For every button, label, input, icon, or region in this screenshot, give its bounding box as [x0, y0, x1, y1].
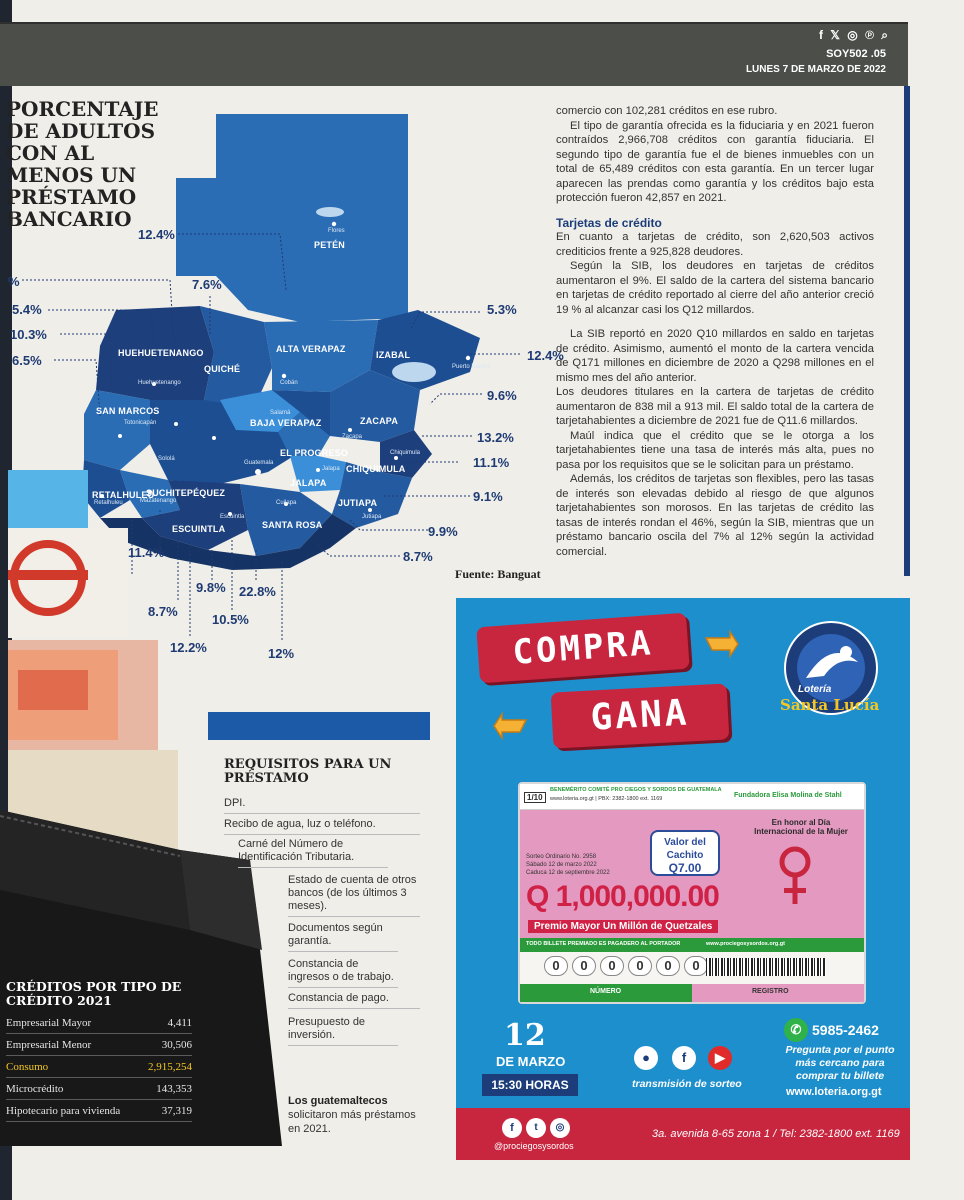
- city-label: Salamá: [270, 410, 291, 416]
- arrow-icon: [492, 710, 532, 750]
- city-label: Cobán: [280, 380, 298, 386]
- pct-label: 10.5%: [212, 612, 249, 627]
- city-label: Escuintla: [220, 514, 245, 520]
- logo-line1: Lotería: [798, 684, 832, 695]
- requirement-item: Carné del Número de Identificación Tributaria.: [238, 838, 388, 868]
- logo-line2: Santa Lucía: [780, 696, 880, 714]
- ticket-registro-label: REGISTRO: [752, 988, 789, 995]
- pct-label: 9.6%: [487, 388, 517, 403]
- dept-label-escuintla: ESCUINTLA: [172, 524, 226, 534]
- whatsapp-icon[interactable]: ✆: [784, 1018, 808, 1042]
- twitter-icon[interactable]: t: [526, 1118, 546, 1138]
- credits-row-label: Empresarial Menor: [6, 1039, 92, 1051]
- ticket-prize-subtitle: Premio Mayor Un Millón de Quetzales: [528, 920, 718, 933]
- city-label: Flores: [328, 228, 345, 234]
- credits-row-value: 37,319: [161, 1105, 192, 1117]
- pct-label: 9.9%: [428, 524, 458, 539]
- ticket-digit: 0: [656, 956, 680, 976]
- transmission-label: transmisión de sorteo: [632, 1078, 742, 1090]
- ticket-green-strip: [520, 938, 864, 952]
- article-paragraph: En cuanto a tarjetas de crédito, son 2,620,503 activos crediticios frente a 925,828 deudores.: [556, 231, 874, 258]
- ad-website[interactable]: www.loteria.org.gt: [786, 1086, 882, 1098]
- map-source: Fuente: Banguat: [455, 567, 541, 581]
- instagram-icon[interactable]: ◎: [550, 1118, 570, 1138]
- ticket-bottom-band: [520, 984, 864, 1002]
- ticket-digit: 0: [684, 956, 708, 976]
- facebook-icon[interactable]: f: [502, 1118, 522, 1138]
- credits-row-highlight: [6, 1056, 192, 1078]
- pct-label: 6.5%: [12, 353, 42, 368]
- ticket-number-digits: [544, 956, 708, 976]
- credits-row: [6, 1012, 192, 1034]
- requirement-item: Presupuesto de inversión.: [288, 1016, 398, 1046]
- ticket-price-box: [650, 830, 720, 876]
- city-label: Guatemala: [244, 460, 274, 466]
- article-paragraph: La SIB reportó en 2020 Q10 millardos en saldo en tarjetas de crédito. Asimismo, aumentó el monto de la cartera vencida de Q171 millones en diciembre de 2020 a Q298 millones en el mismo mes del año anterior.: [556, 328, 874, 384]
- credits-row-label: Hipotecario para vivienda: [6, 1105, 121, 1117]
- pct-label: 13.2%: [477, 430, 514, 445]
- pct-label: 5.3%: [487, 302, 517, 317]
- article-paragraph: Además, los créditos de tarjetas son flexibles, pero las tasas de interés son elevadas debido al riesgo de que algunos tarjetahabientes son morosos. En las tarjetas de crédito las tasas de interés rondan el 46%, según la SIB, mientras que un préstamo bancario oscila del 7% al 12% según la actividad comercial.: [556, 473, 874, 558]
- requirement-item: Documentos según garantía.: [288, 922, 398, 952]
- city-label: Cuilapa: [276, 500, 297, 506]
- lake-peten-itza: [316, 207, 344, 217]
- pct-label: 12.4%: [138, 227, 175, 242]
- pct-label: 12.2%: [170, 640, 207, 655]
- lottery-ticket: [518, 782, 866, 1004]
- gana-banner: [551, 683, 730, 748]
- pct-label: 11.4%: [128, 545, 165, 560]
- pct-label: 8.7%: [148, 604, 178, 619]
- dept-label-jutiapa: JUTIAPA: [338, 498, 378, 508]
- caption-bold: Los guatemaltecos: [288, 1095, 388, 1107]
- requirement-item: DPI.: [224, 797, 420, 814]
- gana-text: GANA: [589, 692, 691, 739]
- social-icons: f 𝕏 ◎ ℗ ⌕: [818, 28, 890, 42]
- lottery-ad: [456, 598, 910, 1160]
- pct-label: 5.4%: [12, 302, 42, 317]
- city-label: Totonicapán: [124, 420, 157, 426]
- requirement-item: Estado de cuenta de otros bancos (de los últimos 3 meses).: [288, 874, 420, 917]
- city-label: Retalhuleu: [94, 500, 123, 506]
- facebook-icon[interactable]: f: [672, 1046, 696, 1070]
- dept-label-izabal: IZABAL: [376, 350, 411, 360]
- dept-label-alta-verapaz: ALTA VERAPAZ: [276, 344, 346, 354]
- ticket-honor: En honor al Día Internacional de la Mujer: [754, 818, 848, 836]
- credits-row-value: 143,353: [156, 1083, 192, 1095]
- city-label: Jalapa: [322, 466, 340, 472]
- section-label: SOY502 .05: [826, 48, 886, 60]
- credits-row-value: 2,915,254: [148, 1061, 192, 1073]
- pct-label: 9.1%: [473, 489, 503, 504]
- ticket-digit: 0: [628, 956, 652, 976]
- lake-izabal: [392, 362, 436, 382]
- article-subheading: Tarjetas de crédito: [556, 215, 662, 230]
- city-label: Chiquimula: [390, 450, 421, 456]
- ticket-price-amount: Q7.00: [668, 861, 702, 875]
- dept-label-el-progreso: EL PROGRESO: [280, 448, 349, 458]
- ticket-payable: TODO BILLETE PREMIADO ES PAGADERO AL PORTADOR: [526, 941, 681, 947]
- right-accent-rule: [904, 86, 910, 576]
- dept-label-santa-rosa: SANTA ROSA: [262, 520, 323, 530]
- article-paragraph: Maúl indica que el crédito que se le otorga a los tarjetahabientes tiene una tasa de interés más alta, pues no pasa por los requisitos que se le solicitan para un préstamo.: [556, 429, 874, 471]
- page-header-bar: [0, 22, 908, 86]
- map-title: PORCENTAJE DE ADULTOS CON AL MENOS UN PRÉSTAMO BANCARIO: [6, 97, 159, 231]
- credits-row-label: Consumo: [6, 1061, 49, 1073]
- whatsapp-number[interactable]: 5985-2462: [812, 1022, 879, 1038]
- pct-label: 9.8%: [196, 580, 226, 595]
- dept-label-baja-verapaz: BAJA VERAPAZ: [250, 418, 322, 428]
- credits-row-value: 4,411: [167, 1017, 192, 1029]
- requirement-item: Constancia de ingresos o de trabajo.: [288, 958, 398, 988]
- credits-row: [6, 1100, 192, 1122]
- microphone-icon[interactable]: ●: [634, 1046, 658, 1070]
- female-symbol-icon: [778, 844, 812, 910]
- pct-label: 22.8%: [239, 584, 276, 599]
- ad-address: 3a. avenida 8-65 zona 1 / Tel: 2382-1800 ext. 1169: [652, 1128, 900, 1140]
- ticket-foundation: Fundadora Elisa Molina de Stahl: [734, 792, 842, 799]
- ticket-barcode: [706, 958, 826, 976]
- pct-label: 10.3%: [10, 327, 47, 342]
- ticket-fraction: 1/10: [524, 792, 546, 803]
- dept-san-marcos: [84, 390, 150, 470]
- dept-label-huehuetenango: HUEHUETENANGO: [118, 348, 204, 358]
- ticket-price-label: Valor del Cachito: [664, 837, 706, 861]
- pct-label: 7.6%: [192, 277, 222, 292]
- city-label: Jutiapa: [362, 514, 382, 520]
- dept-label-quiche: QUICHÉ: [204, 364, 241, 374]
- ticket-sorteo: Sorteo Ordinario No. 2958: [526, 854, 597, 860]
- ticket-digit: 0: [544, 956, 568, 976]
- credits-row-label: Microcrédito: [6, 1083, 64, 1095]
- pct-label: 8.7%: [403, 549, 433, 564]
- compra-text: COMPRA: [511, 623, 655, 673]
- youtube-icon[interactable]: ▶: [708, 1046, 732, 1070]
- article-paragraph: comercio con 102,281 créditos en ese rubro.: [556, 105, 778, 117]
- requirement-item: Constancia de pago.: [288, 992, 420, 1009]
- caption-text: solicitaron más préstamos en 2021.: [288, 1109, 416, 1135]
- dept-label-suchitepequez: SUCHITEPÉQUEZ: [146, 488, 226, 498]
- banknote-illustration: [8, 470, 198, 860]
- credits-row: [6, 1078, 192, 1100]
- pct-label: 12.4%: [527, 348, 564, 363]
- dept-label-zacapa: ZACAPA: [360, 416, 399, 426]
- dept-label-chiquimula: CHIQUIMULA: [346, 464, 406, 474]
- requirements-bar: [208, 712, 430, 740]
- ticket-digit: 0: [572, 956, 596, 976]
- ticket-web: www.prociegosysordos.org.gt: [706, 941, 785, 947]
- pct-label: 11.1%: [473, 455, 510, 470]
- ticket-numero-label: NÚMERO: [590, 988, 622, 995]
- draw-day: 12: [504, 1018, 546, 1053]
- issue-date: LUNES 7 DE MARZO DE 2022: [745, 64, 886, 75]
- pct-label: 12%: [268, 646, 295, 661]
- article-paragraph: Los deudores titulares en la cartera de tarjetas de crédito aumentaron de 838 mil a 913 mil. El saldo total de la cartera de tarjetahabientes a diciembre de 2021 fue de Q11.6 millardos.: [556, 386, 874, 427]
- pct-label: %: [8, 274, 20, 289]
- dept-label-jalapa: JALAPA: [290, 478, 327, 488]
- city-label: Zacapa: [342, 434, 363, 440]
- draw-time: 15:30 HORAS: [482, 1074, 578, 1096]
- social-handle[interactable]: @prociegosysordos: [494, 1141, 574, 1151]
- city-label: Sololá: [158, 456, 175, 462]
- ticket-prize: Q 1,000,000.00: [526, 880, 719, 913]
- ticket-digit: 0: [600, 956, 624, 976]
- ticket-top-band: [520, 784, 864, 810]
- credits-row-label: Empresarial Mayor: [6, 1017, 92, 1029]
- article-paragraph: El tipo de garantía ofrecida es la fiduciaria y en 2021 fueron contraídos 2,966,708 créditos con garantía fiduciaria. El segundo tipo de garantía fue el de bienes inmuebles con un total de 65,489 créditos con esta garantía. En un tercer lugar aparecen las prendas como garantía y los créditos bajo esta protección fueron 42,857 en 2021.: [556, 119, 874, 204]
- draw-month: DE MARZO: [496, 1054, 566, 1069]
- ad-ask-text: Pregunta por el punto más cercano para comprar tu billete: [785, 1044, 895, 1082]
- dept-label-peten: PETÉN: [314, 240, 346, 250]
- ticket-fecha: Sábado 12 de marzo 2022: [526, 862, 597, 868]
- city-label: Mazatenango: [140, 498, 177, 504]
- city-label: Huehuetenango: [138, 380, 181, 386]
- city-label: Puerto Barrios: [452, 364, 491, 370]
- ticket-web-pbx: www.loteria.org.gt | PBX: 2382-1800 ext. 1169: [550, 796, 663, 802]
- credits-row: [6, 1034, 192, 1056]
- arrow-icon: [700, 628, 740, 668]
- dept-label-retalhuleu: RETALHULEU: [92, 490, 155, 500]
- requirement-item: Recibo de agua, luz o teléfono.: [224, 818, 420, 835]
- article-caption: [288, 1094, 420, 1136]
- ticket-org: BENEMÉRITO COMITÉ PRO CIEGOS Y SORDOS DE GUATEMALA: [550, 787, 722, 793]
- article-paragraph: Según la SIB, los deudores en tarjetas de créditos aumentaron el 9%. El saldo de la cartera del sistema bancario en tarjetas de crédito reportado al cierre del año anterior creció 19 % al alcanzar casi los Q12 millardos.: [556, 260, 874, 316]
- article-body: [556, 104, 874, 559]
- credits-row-value: 30,506: [161, 1039, 192, 1051]
- credits-title: CRÉDITOS POR TIPO DE CRÉDITO 2021: [6, 979, 182, 1008]
- requirements-title: REQUISITOS PARA UN PRÉSTAMO: [224, 757, 392, 786]
- ticket-caduca: Caduca 12 de septiembre 2022: [526, 870, 610, 876]
- dept-label-san-marcos: SAN MARCOS: [96, 406, 160, 416]
- compra-banner: [476, 613, 689, 684]
